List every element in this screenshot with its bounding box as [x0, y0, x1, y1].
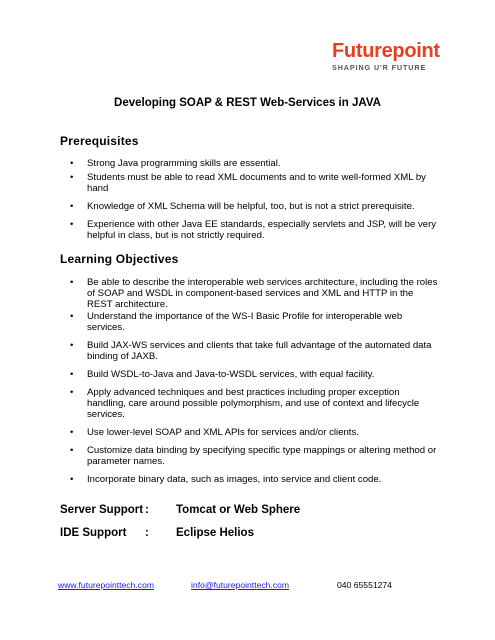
- server-support-value: Tomcat or Web Sphere: [176, 504, 301, 516]
- ide-support-value: Eclipse Helios: [176, 527, 254, 539]
- website-link[interactable]: www.futurepointtech.com: [58, 580, 155, 590]
- list-item: • Strong Java programming skills are essential.: [87, 158, 439, 169]
- server-support-label: Server Support: [60, 504, 144, 516]
- list-item: • Students must be able to read XML documents and to write well-formed XML by hand: [87, 172, 439, 194]
- list-item: • Build JAX-WS services and clients that take full advantage of the automated data binding of JAXB.: [87, 340, 439, 362]
- phone-number: 040 65551274: [337, 580, 392, 590]
- prerequisites-heading: Prerequisites: [60, 134, 139, 148]
- ide-support-label: IDE Support: [60, 527, 127, 539]
- logo-tagline: SHAPING U'R FUTURE: [332, 63, 427, 72]
- list-item: • Experience with other Java EE standards, especially servlets and JSP, will be very helpful in class, but is not strictly required.: [87, 219, 439, 241]
- document-title: Developing SOAP & REST Web-Services in JAVA: [114, 97, 381, 109]
- list-item: • Use lower-level SOAP and XML APIs for services and/or clients.: [87, 427, 439, 438]
- prerequisites-list: [87, 158, 439, 241]
- list-item: • Incorporate binary data, such as images, into service and client code.: [87, 474, 439, 485]
- ide-support-separator: :: [145, 527, 149, 539]
- list-item: • Apply advanced techniques and best practices including proper exception handling, care around possible polymorphism, and use of context and lifecycle services.: [87, 387, 439, 420]
- company-logo: [332, 40, 440, 72]
- objectives-list: [87, 277, 439, 485]
- list-item: • Be able to describe the interoperable web services architecture, including the roles of SOAP and WSDL in component-based services and XML and HTTP in the REST architecture.: [87, 277, 439, 310]
- list-item: • Build WSDL-to-Java and Java-to-WSDL services, with equal facility.: [87, 369, 439, 380]
- list-item: • Customize data binding by specifying specific type mappings or altering method or parameter names.: [87, 445, 439, 467]
- list-item: • Understand the importance of the WS-I Basic Profile for interoperable web services.: [87, 311, 439, 333]
- learning-objectives-heading: Learning Objectives: [60, 252, 179, 266]
- list-item: • Knowledge of XML Schema will be helpful, too, but is not a strict prerequisite.: [87, 201, 439, 212]
- logo-wordmark: Futurepoint: [332, 40, 440, 62]
- email-link[interactable]: info@futurepointtech.com: [191, 580, 290, 590]
- page-footer: [0, 580, 495, 594]
- server-support-separator: :: [145, 504, 149, 516]
